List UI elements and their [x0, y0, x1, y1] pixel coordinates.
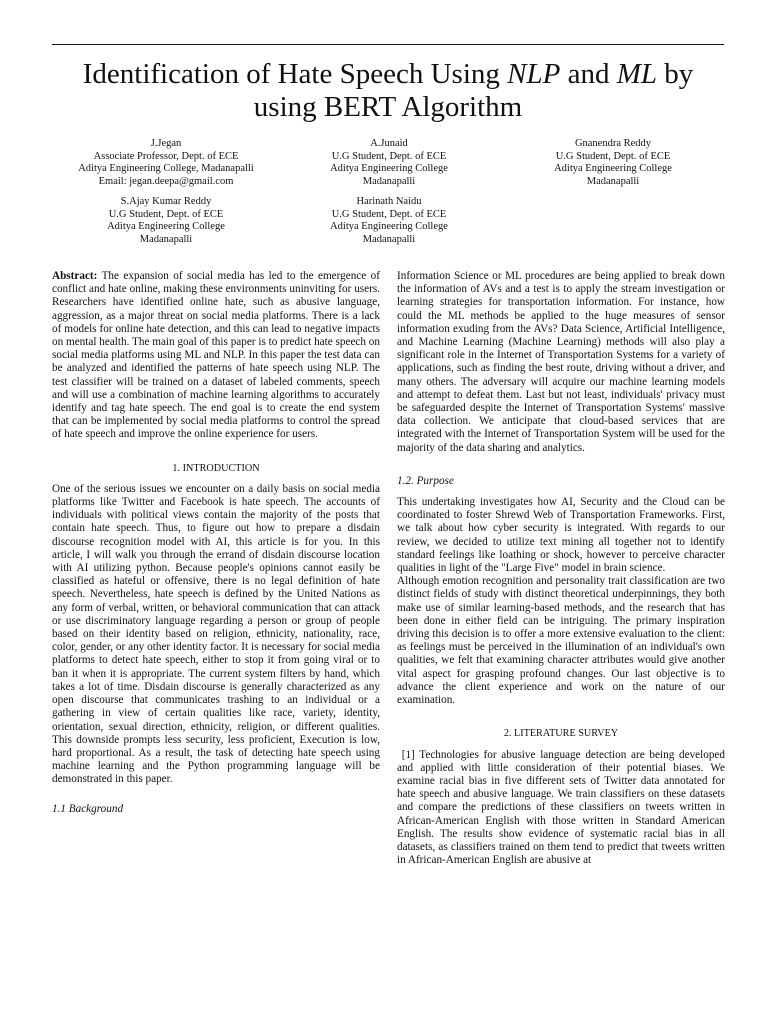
subsection-heading-background: 1.1 Background	[52, 802, 124, 815]
author-location: Madanapalli	[362, 233, 416, 245]
author-affiliation: Aditya Engineering College	[107, 221, 225, 233]
author-location: Madanapalli	[139, 233, 193, 245]
abstract-label: Abstract:	[52, 270, 98, 282]
author-block	[51, 138, 281, 188]
author-affiliation: Aditya Engineering College	[554, 163, 672, 175]
author-block	[51, 196, 281, 246]
left-column	[52, 270, 380, 816]
author-role: U.G Student, Dept. of ECE	[331, 150, 447, 162]
title-part1: Identification of Hate Speech Using	[82, 58, 508, 90]
author-role: U.G Student, Dept. of ECE	[108, 208, 224, 220]
author-block	[274, 138, 504, 188]
author-name: Gnanendra Reddy	[574, 138, 652, 149]
author-block	[498, 138, 728, 188]
author-role: U.G Student, Dept. of ECE	[555, 150, 671, 162]
title-ml: ML	[616, 58, 657, 90]
author-affiliation: Aditya Engineering College	[330, 163, 448, 175]
author-location: Madanapalli	[362, 175, 416, 187]
right-column	[397, 270, 725, 867]
title-line2: using BERT Algorithm	[253, 91, 523, 123]
title-nlp: NLP	[507, 58, 561, 90]
author-name: S.Ajay Kumar Reddy	[120, 196, 212, 207]
background-text: Information Science or ML procedures are being applied to break down the information of AVs and a test is to apply the stream investigation or learning strategies for transportation information. For instance, how could the ML methods be applied to the huge measures of sensor information exuding from the AVs? Data Science, Artificial Intelligence, and Machine Learning (Machine Learning) methods will also play a significant role in the Internet of Transportation Systems for a variety of applications, such as finding the best route, driving without a driver, and many others. The adversary will acquire our machine learning models and attempt to defeat them. Last but not least, individuals' privacy must be safeguarded despite the Internet of Transportation Systems' massive data collection. We anticipate that cloud-based services that are integrated with the Internet of Transportation System will be used for the majority of the data sharing and analytics.	[397, 270, 725, 454]
title-part2: by	[657, 58, 694, 90]
author-block	[274, 196, 504, 246]
abstract-text: The expansion of social media has led to the emergence of conflict and hate online, making these environments uninviting for users. Researchers have identified online hate, such as abusive language, aggression, as a major threat on social media platforms. There is a lack of models for online hate detection, and this can lead to negative impacts on mental health. The main goal of this paper is to predict hate speech on social media platforms using ML and NLP. In this paper the test data can be analyzed and identified the patterns of hate speech using NLP. The test classifier will be trained on a dataset of labeled comments, speech and will use a combination of machine learning algorithms to accurately identify and tag hate speech. The end goal is to create the end system that can be implemented by social media platforms to control the spread of hate speech and improve the online experience for users.	[52, 270, 380, 441]
author-affiliation: Aditya Engineering College, Madanapalli	[78, 163, 254, 175]
section-heading-introduction: 1. INTRODUCTION	[172, 462, 260, 474]
title-and: and	[560, 58, 617, 90]
literature-survey-text: [1] Technologies for abusive language detection are being developed and applied with little consideration of their potential biases. We examine racial bias in five different sets of Twitter data annotated for hate speech and abusive language. We train classifiers on these datasets and compare the predictions of these classifiers on tweets written in African-American English with those written in Standard American English. The results show evidence of systematic racial bias in all datasets, as classifiers trained on them tend to predict that tweets written in African-American English are abusive at	[397, 748, 725, 867]
author-affiliation: Aditya Engineering College	[330, 221, 448, 233]
subsection-heading-purpose: 1.2. Purpose	[397, 474, 454, 487]
author-email: Email: jegan.deepa@gmail.com	[98, 175, 234, 187]
purpose-paragraph-1: This undertaking investigates how AI, Security and the Cloud can be coordinated to foster Shrewd Web of Transportation Frameworks. First, we talk about how cyber security is integrated. With regards to our review, we decided to utilize text mining all together not to identify standard feelings like loathing or shock, however to perceive character qualities in light of the "Large Five" model in brain science.	[397, 496, 725, 575]
top-rule	[52, 44, 724, 45]
abstract	[52, 270, 380, 442]
author-name: Harinath Naidu	[356, 196, 422, 207]
section-heading-literature-survey: 2. LITERATURE SURVEY	[503, 728, 619, 740]
paper-title	[52, 58, 724, 124]
author-role: U.G Student, Dept. of ECE	[331, 208, 447, 220]
author-name: A.Junaid	[370, 138, 408, 149]
author-role: Associate Professor, Dept. of ECE	[93, 150, 239, 162]
introduction-text: One of the serious issues we encounter on a daily basis on social media platforms like Twitter and Facebook is hate speech. The accounts of individuals with political views contain the majority of the posts that contain hate speech. Thus, to figure out how to prepare a disdain discourse recognition model with AI, this article is for you. In this article, I will walk you through the errand of disdain discourse location with AI utilizing python. Because people's opinions cannot easily be classified as hateful or offensive, there is no legal definition of hate speech. Nevertheless, hate speech is defined by the United Nations as any form of verbal, written, or behavioral communication that can attack or use discriminatory language regarding a person or group of people based on their identity based on religion, ethnicity, nationality, race, color, gender, or any other identity factor. It is necessary for social media platforms to detect hate speech, either to stop it from going viral or to ban it when it is appropriate. The current system filters by hand, which takes a lot of time. Disdain discourse is generally characterized as any open discourse that communicates trashing to an individual or a gathering in view of certain qualities like race, variety, identity, orientation, sexual direction, ethnicity, religion, or different qualities. This downside prompts less security, less proficient, Execution is low, hard proportional. As a result, the task of detecting hate speech using machine learning and the Python programming language will be demonstrated in this paper.	[52, 482, 380, 786]
author-location: Madanapalli	[586, 175, 640, 187]
author-name: J.Jegan	[150, 138, 182, 149]
purpose-paragraph-2: Although emotion recognition and personality trait classification are two distinct fields of study with distinct theoretical underpinnings, they both make use of similar learning-based methods, and the research that has been done in either field can be intriguing. The primary inspiration driving this decision is to offer a more extensive evaluation to the client: as feelings must be perceived in the illumination of an individual's own qualities, we felt that examining character attributes would give another vital aspect for grasping profound changes. Our last objective is to advance the client experience and work on the nature of our examination.	[397, 575, 725, 707]
